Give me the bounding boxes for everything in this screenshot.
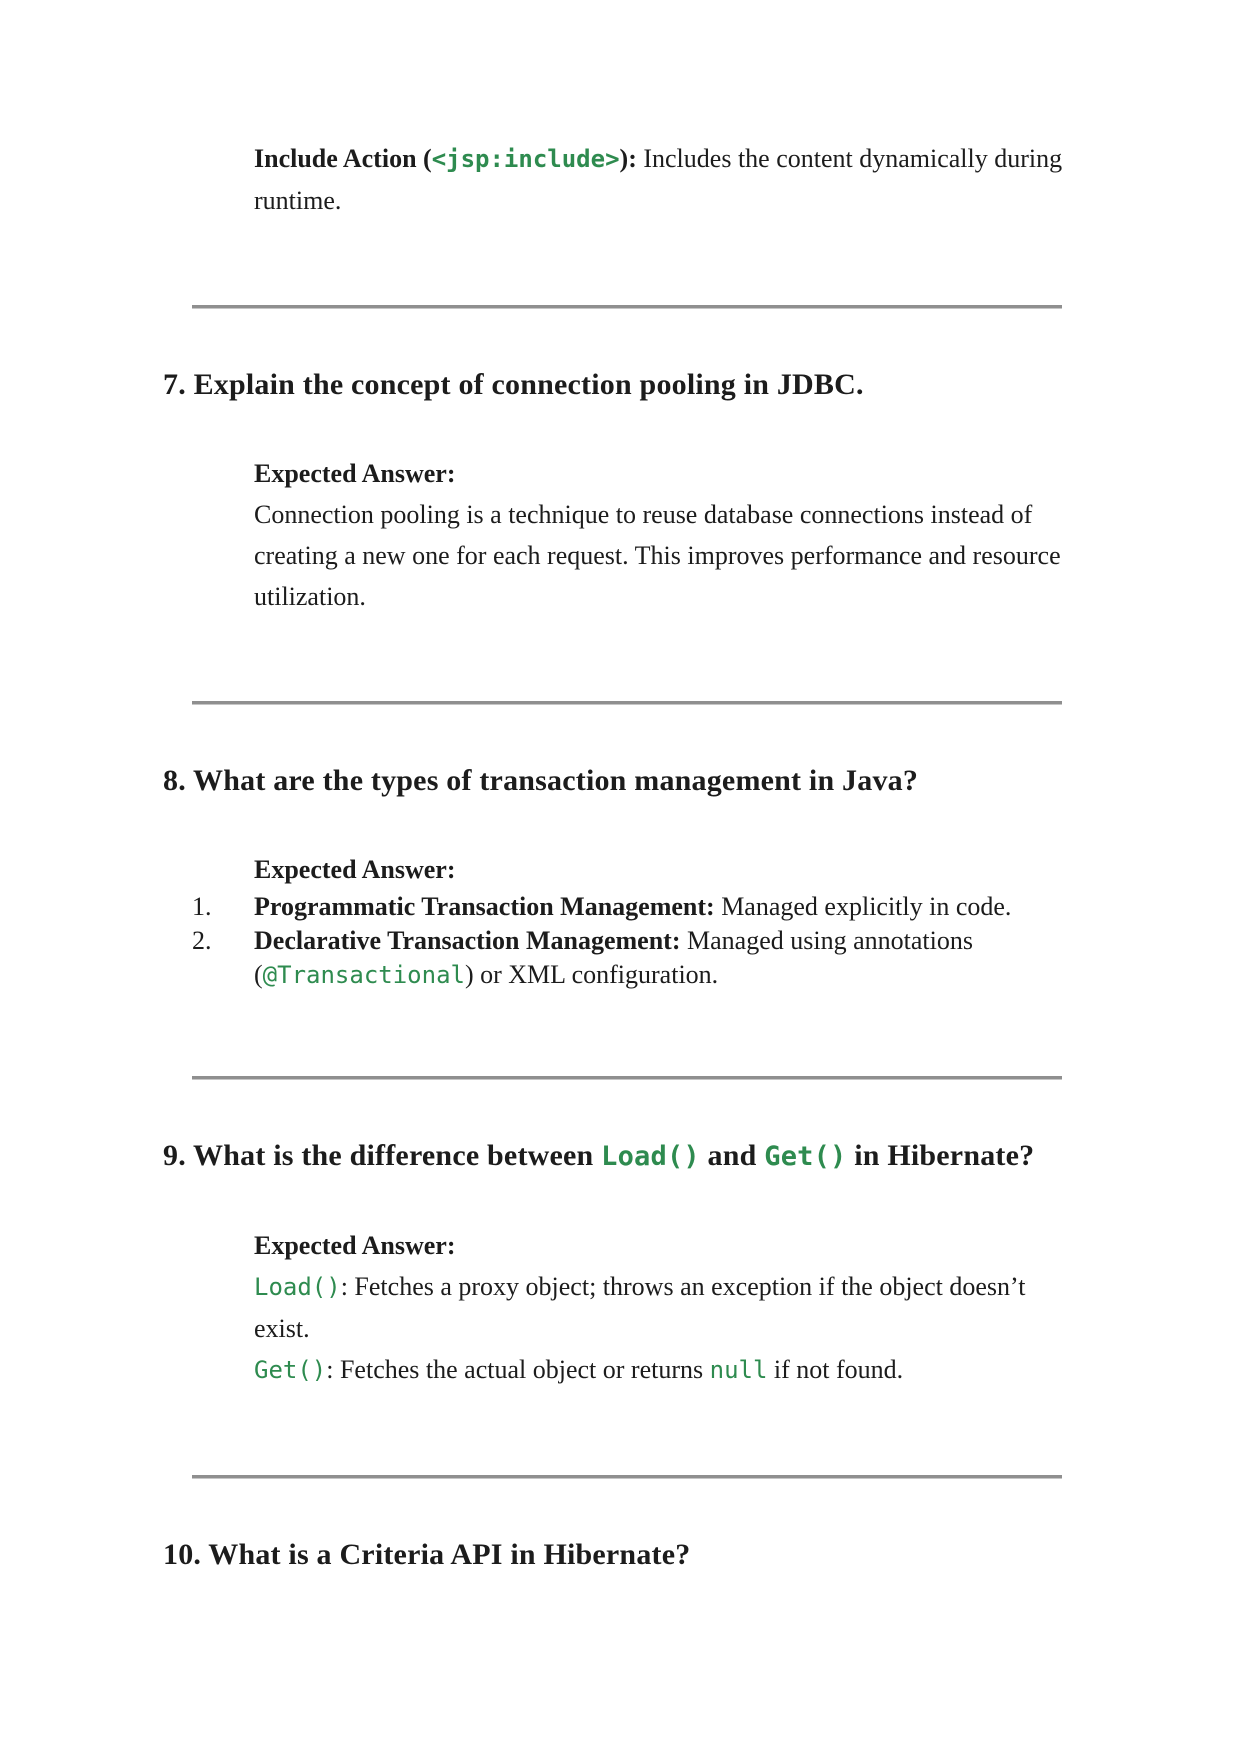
list-item	[163, 890, 1068, 924]
code-span: @Transactional	[262, 961, 465, 989]
text-segment: Managed explicitly in code.	[714, 892, 1012, 921]
text-segment: 10. What is a Criteria API in Hibernate?	[163, 1538, 691, 1571]
paragraph	[254, 1349, 1068, 1391]
section-divider	[192, 701, 1062, 705]
text-segment: Expected Answer:	[254, 459, 456, 488]
list-item-text	[254, 890, 1068, 924]
list-item-number: 1.	[192, 892, 212, 921]
code-span: <jsp:include>	[431, 145, 620, 173]
text-segment: Include Action (	[254, 144, 432, 173]
list-item-text	[254, 924, 1068, 992]
text-segment: ):	[619, 144, 637, 173]
paragraph	[254, 453, 1068, 494]
text-segment: 9. What is the difference between	[163, 1139, 602, 1172]
code-span: Get()	[764, 1141, 847, 1172]
text-segment: Declarative Transaction Management:	[254, 926, 681, 955]
text-segment: Expected Answer:	[254, 1231, 456, 1260]
text-segment: 8. What are the types of transaction management in Java?	[163, 764, 919, 797]
text-segment: and	[699, 1139, 765, 1172]
list-item-number: 2.	[192, 926, 212, 955]
text-segment: Programmatic Transaction Management:	[254, 892, 715, 921]
question-heading	[163, 1535, 1068, 1575]
code-span: null	[709, 1356, 768, 1384]
section-divider	[192, 1076, 1062, 1080]
text-segment: Includes the content dynamically during runtime.	[254, 144, 1063, 215]
question-heading	[163, 365, 1068, 405]
text-segment: Managed using annotations (	[254, 926, 973, 989]
section-divider	[192, 305, 1062, 309]
text-segment: if not found.	[767, 1355, 904, 1384]
text-segment: Connection pooling is a technique to reuse database connections instead of creating a new one for each request. This improves performance and resource utilization.	[254, 500, 1061, 611]
paragraph	[254, 494, 1068, 617]
text-segment: ) or XML configuration.	[464, 960, 719, 989]
text-segment: 7. Explain the concept of connection pooling in JDBC.	[163, 368, 864, 401]
text-segment: in Hibernate?	[846, 1139, 1035, 1172]
text-segment: : Fetches a proxy object; throws an exception if the object doesn’t exist.	[254, 1272, 1026, 1343]
paragraph	[254, 1266, 1068, 1349]
paragraph	[254, 138, 1068, 221]
text-segment: : Fetches the actual object or returns	[326, 1355, 710, 1384]
code-span: Load()	[601, 1141, 700, 1172]
code-span: Load()	[254, 1273, 341, 1301]
question-heading	[163, 1136, 1068, 1177]
paragraph	[254, 1225, 1068, 1266]
text-segment: Expected Answer:	[254, 855, 456, 884]
paragraph	[254, 849, 1068, 890]
answer-list	[163, 890, 1068, 992]
question-heading	[163, 761, 1068, 801]
code-span: Get()	[254, 1356, 327, 1384]
list-item	[163, 924, 1068, 992]
section-divider	[192, 1475, 1062, 1479]
